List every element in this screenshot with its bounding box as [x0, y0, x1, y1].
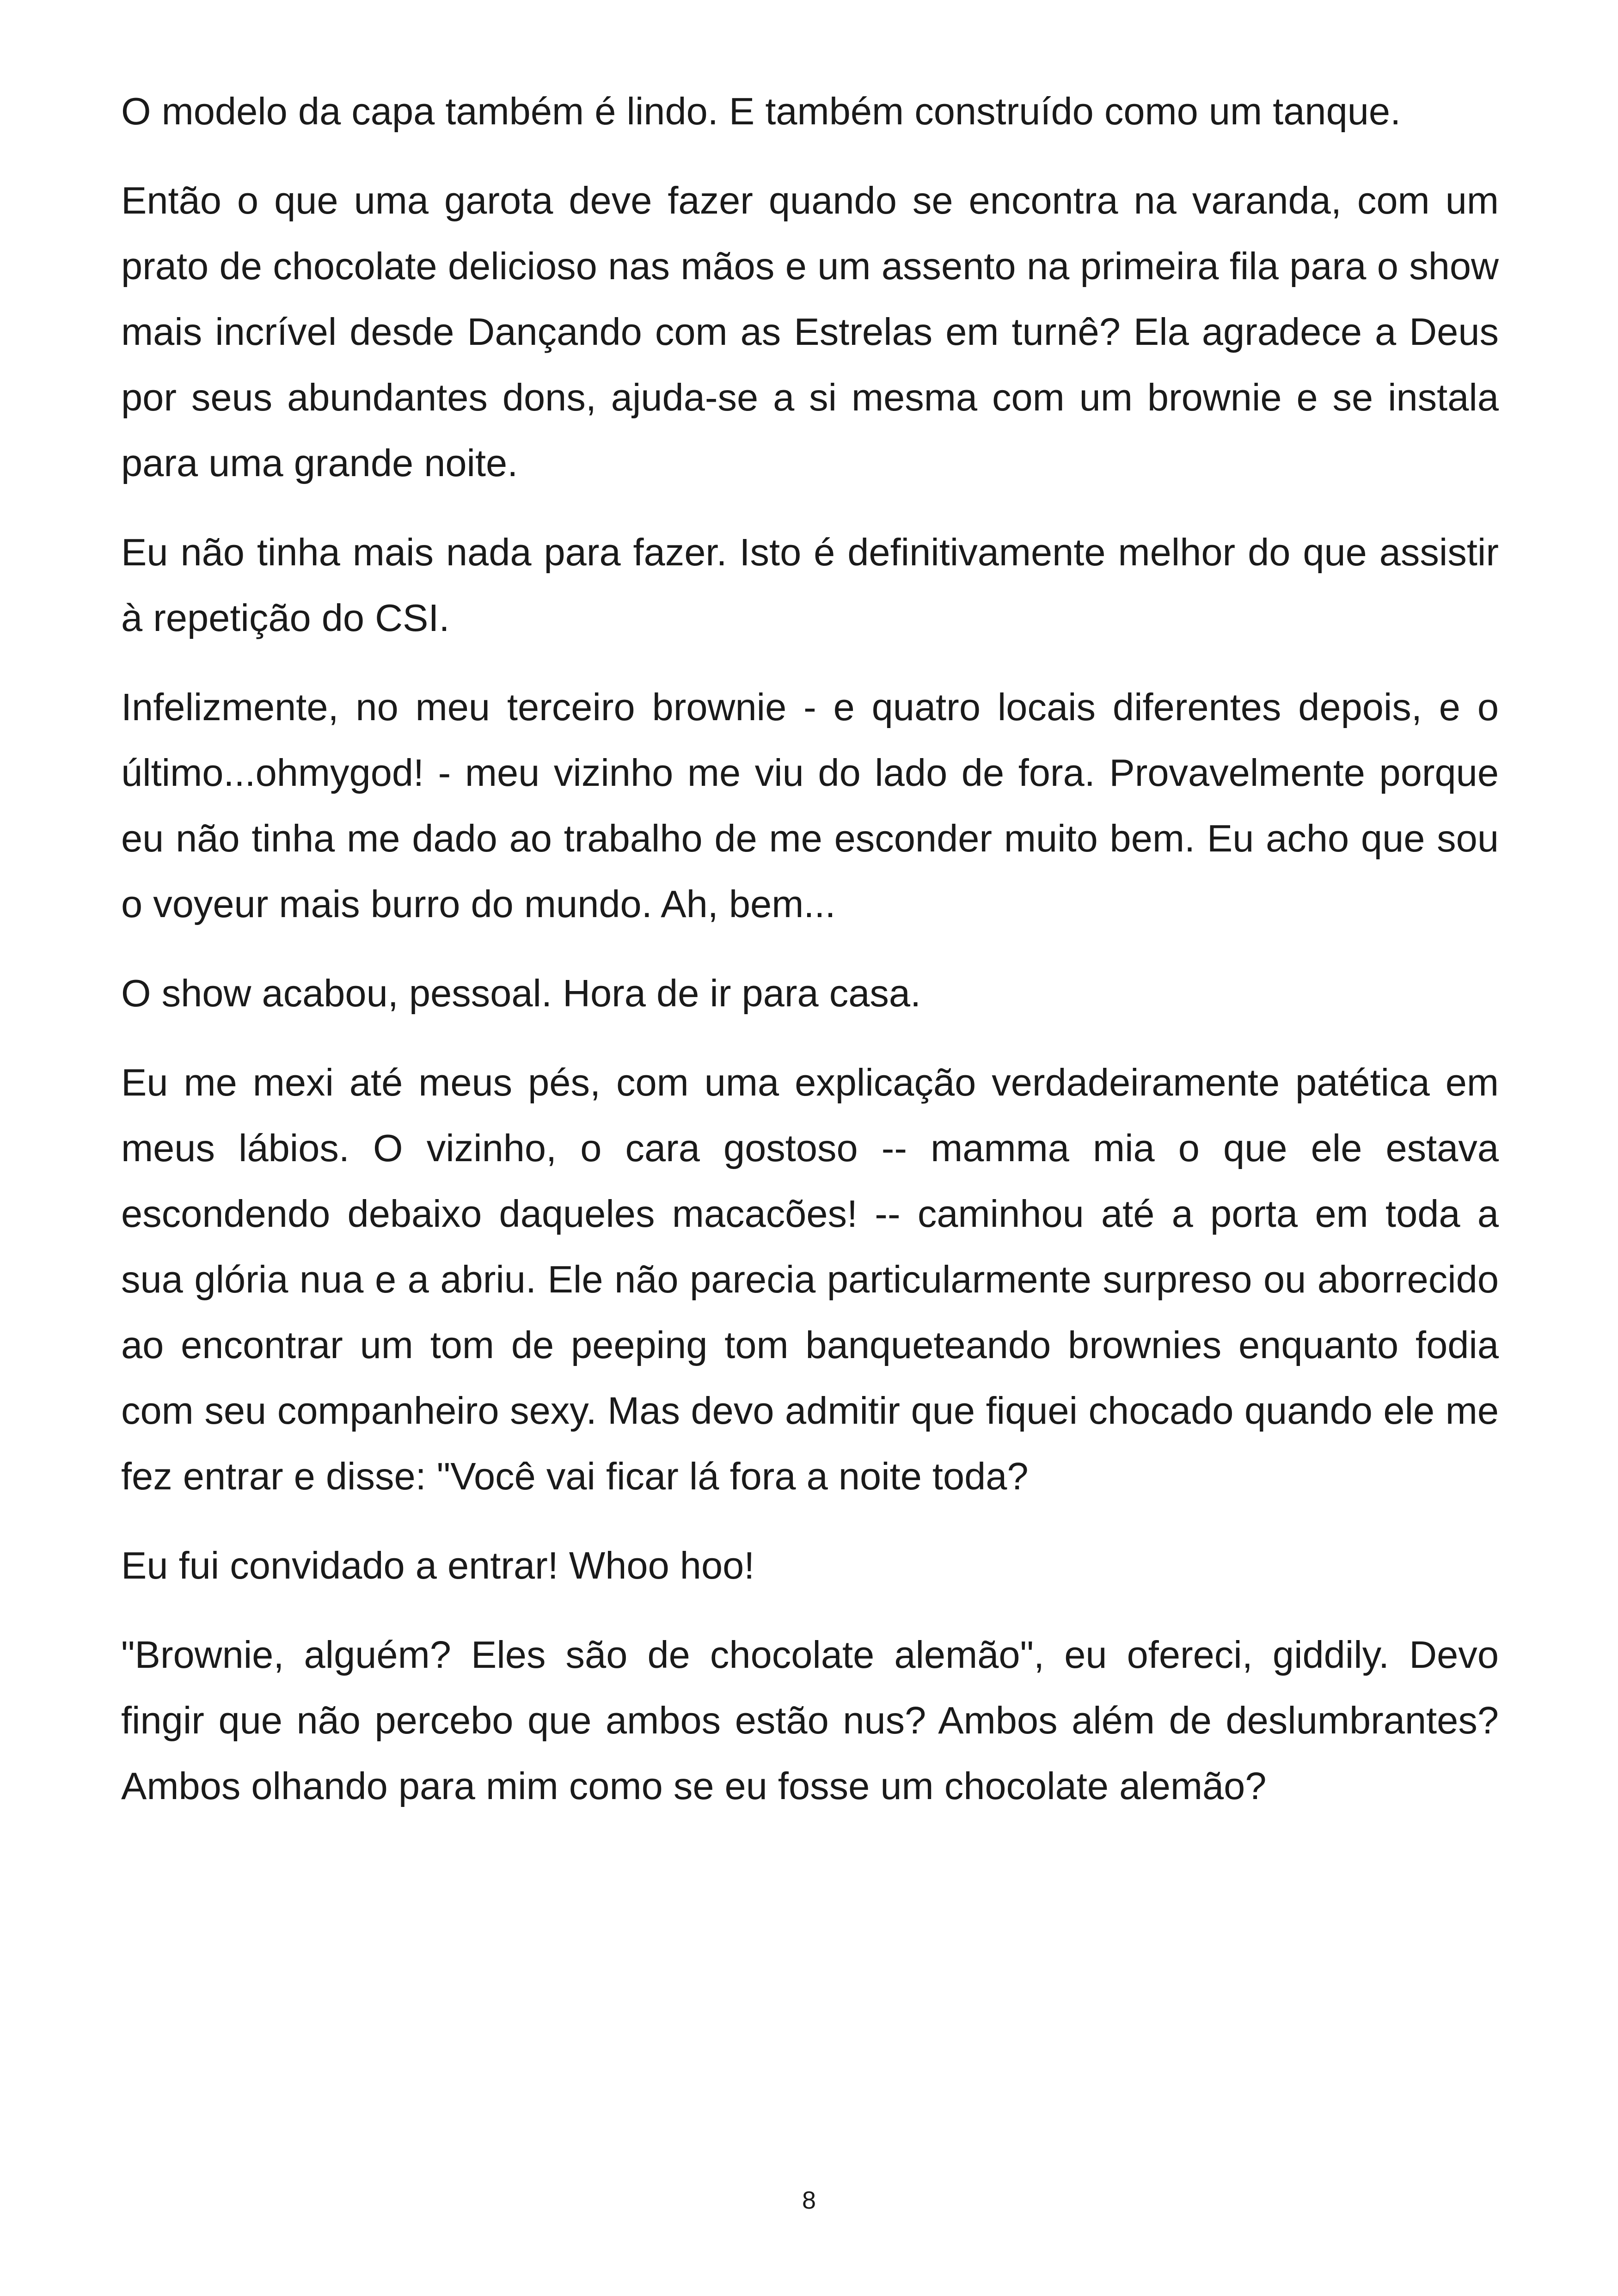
paragraph-4: Infelizmente, no meu terceiro brownie - e quatro locais diferentes depois, e o último...ohmygod! - meu vizinho me viu do lado de fora. Provavelmente porque eu não tinha me dado ao trabalho de me esconder muito bem. Eu acho que sou o voyeur mais burro do mundo. Ah, bem...	[121, 686, 1499, 925]
paragraph-1: O modelo da capa também é lindo. E também construído como um tanque.	[121, 90, 1401, 133]
paragraph-7: Eu fui convidado a entrar! Whoo hoo!	[121, 1544, 755, 1587]
page-number: 8	[802, 2186, 816, 2214]
document-body	[121, 79, 1499, 1843]
paragraph-2: Então o que uma garota deve fazer quando se encontra na varanda, com um prato de chocolate delicioso nas mãos e um assento na primeira fila para o show mais incrível desde Dançando com as Estrelas em turnê? Ela agradece a Deus por seus abundantes dons, ajuda-se a si mesma com um brownie e se instala para uma grande noite.	[121, 179, 1499, 484]
paragraph-5: O show acabou, pessoal. Hora de ir para casa.	[121, 972, 921, 1015]
paragraph-8: "Brownie, alguém? Eles são de chocolate alemão", eu ofereci, giddily. Devo fingir que não percebo que ambos estão nus? Ambos além de deslumbrantes? Ambos olhando para mim como se eu fosse um chocolate alemão?	[121, 1633, 1499, 1807]
paragraph-6: Eu me mexi até meus pés, com uma explicação verdadeiramente patética em meus lábios. O vizinho, o cara gostoso -- mamma mia o que ele estava escondendo debaixo daqueles macacões! -- caminhou até a porta em toda a sua glória nua e a abriu. Ele não parecia particularmente surpreso ou aborrecido ao encontrar um tom de peeping tom banqueteando brownies enquanto fodia com seu companheiro sexy. Mas devo admitir que fiquei chocado quando ele me fez entrar e disse: "Você vai ficar lá fora a noite toda?	[121, 1061, 1499, 1498]
paragraph-3: Eu não tinha mais nada para fazer. Isto é definitivamente melhor do que assistir à repetição do CSI.	[121, 531, 1499, 639]
